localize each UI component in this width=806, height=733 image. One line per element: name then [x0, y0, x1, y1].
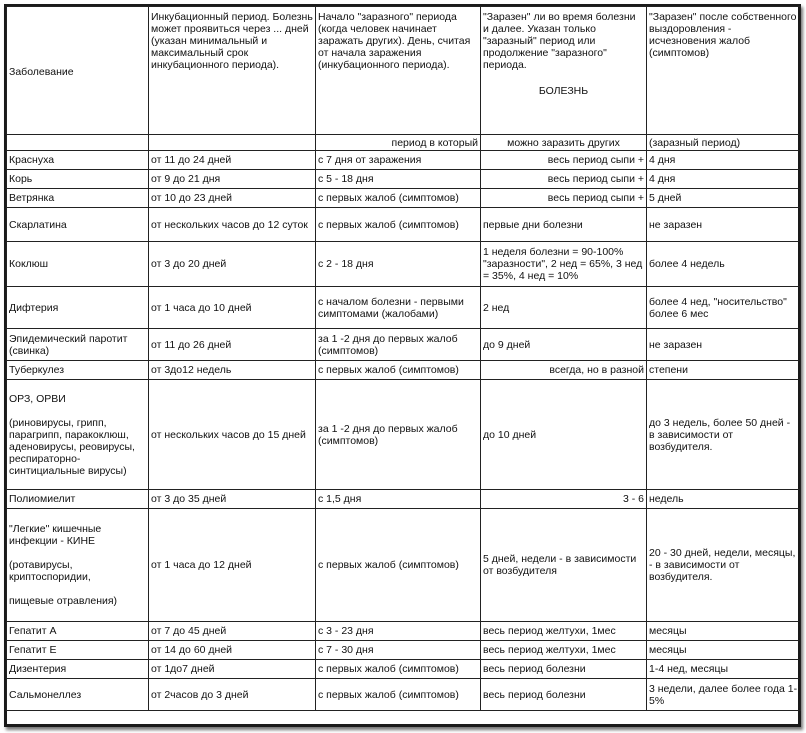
cell-disease: Гепатит Е: [7, 641, 149, 660]
subheader-period: период в который: [316, 135, 481, 151]
cell-incubation: от нескольких часов до 12 суток: [149, 208, 316, 242]
subheader-contagious: (заразный период): [647, 135, 801, 151]
cell-onset: с 7 дня от заражения: [316, 151, 481, 170]
cell-after: степени: [647, 361, 801, 380]
cell-disease: Сальмонеллез: [7, 679, 149, 711]
table-row: [7, 170, 801, 189]
cell-onset: с 3 - 23 дня: [316, 622, 481, 641]
cell-during: весь период сыпи +: [481, 189, 647, 208]
table-row: [7, 380, 801, 490]
table-row: [7, 679, 801, 711]
cell-onset: с началом болезни - первыми симптомами (жалобами): [316, 287, 481, 329]
cell-after: месяцы: [647, 622, 801, 641]
cell-after: не заразен: [647, 329, 801, 361]
cell-after: 4 дня: [647, 170, 801, 189]
cell-after: 1-4 нед, месяцы: [647, 660, 801, 679]
subheader-row: [7, 135, 801, 151]
cell-incubation: от 1до7 дней: [149, 660, 316, 679]
header-onset: Начало "заразного" периода (когда человек начинает заражать других). День, считая от начала заражения (инкубационного периода).: [316, 7, 481, 135]
table-row: [7, 622, 801, 641]
cell-after: 5 дней: [647, 189, 801, 208]
cell-disease: "Легкие" кишечные инфекции - КИНЕ (ротавирусы, криптоспоридии, пищевые отравления): [7, 509, 149, 622]
cell-during: весь период болезни: [481, 660, 647, 679]
subheader-infect: можно заразить других: [481, 135, 647, 151]
cell-incubation: от 1 часа до 10 дней: [149, 287, 316, 329]
subheader-empty-1: [7, 135, 149, 151]
cell-disease: Скарлатина: [7, 208, 149, 242]
cell-after: 4 дня: [647, 151, 801, 170]
infection-table: [6, 6, 801, 711]
cell-during: весь период болезни: [481, 679, 647, 711]
cell-during: до 10 дней: [481, 380, 647, 490]
subheader-empty-2: [149, 135, 316, 151]
cell-during: всегда, но в разной: [481, 361, 647, 380]
table-row: [7, 361, 801, 380]
cell-disease: ОРЗ, ОРВИ (риновирусы, грипп, парагрипп, паракоклюш, аденовирусы, реовирусы, респираторно-синтициальные вирусы): [7, 380, 149, 490]
cell-disease: Туберкулез: [7, 361, 149, 380]
cell-during: 1 неделя болезни = 90-100% "заразности", 2 нед = 65%, 3 нед = 35%, 4 нед = 10%: [481, 242, 647, 287]
cell-incubation: от 14 до 60 дней: [149, 641, 316, 660]
table-row: [7, 641, 801, 660]
header-disease: Заболевание: [7, 7, 149, 135]
cell-onset: за 1 -2 дня до первых жалоб (симптомов): [316, 329, 481, 361]
cell-disease: Ветрянка: [7, 189, 149, 208]
cell-during: весь период сыпи +: [481, 151, 647, 170]
cell-after: до 3 недель, более 50 дней - в зависимости от возбудителя.: [647, 380, 801, 490]
cell-incubation: от 3 до 35 дней: [149, 490, 316, 509]
cell-after: более 4 нед, "носительство" более 6 мес: [647, 287, 801, 329]
cell-disease: Эпидемический паротит (свинка): [7, 329, 149, 361]
cell-onset: с первых жалоб (симптомов): [316, 189, 481, 208]
cell-during: до 9 дней: [481, 329, 647, 361]
header-during-text: "Заразен" ли во время болезни и далее. Указан только "заразный" период или продолжение "заразного" периода.: [483, 11, 636, 71]
table-row: [7, 509, 801, 622]
cell-incubation: от 1 часа до 12 дней: [149, 509, 316, 622]
cell-disease: Корь: [7, 170, 149, 189]
cell-incubation: от 3 до 20 дней: [149, 242, 316, 287]
cell-during: весь период сыпи +: [481, 170, 647, 189]
cell-after: месяцы: [647, 641, 801, 660]
cell-incubation: от нескольких часов до 15 дней: [149, 380, 316, 490]
cell-onset: с 2 - 18 дня: [316, 242, 481, 287]
cell-onset: с 1,5 дня: [316, 490, 481, 509]
cell-incubation: от 11 до 24 дней: [149, 151, 316, 170]
table-row: [7, 151, 801, 170]
table-row: [7, 287, 801, 329]
header-during: [481, 7, 647, 135]
cell-disease: Дизентерия: [7, 660, 149, 679]
cell-after: не заразен: [647, 208, 801, 242]
cell-incubation: от 2часов до 3 дней: [149, 679, 316, 711]
cell-during: первые дни болезни: [481, 208, 647, 242]
cell-after: более 4 недель: [647, 242, 801, 287]
cell-incubation: от 10 до 23 дней: [149, 189, 316, 208]
header-incubation: Инкубационный период. Болезнь может проявиться через ... дней (указан минимальный и максимальный срок инкубационного периода).: [149, 7, 316, 135]
table-row: [7, 660, 801, 679]
table-row: [7, 189, 801, 208]
cell-during: весь период желтухи, 1мес: [481, 641, 647, 660]
cell-onset: с первых жалоб (симптомов): [316, 679, 481, 711]
cell-onset: с 5 - 18 дня: [316, 170, 481, 189]
cell-incubation: от 3до12 недель: [149, 361, 316, 380]
cell-onset: с первых жалоб (симптомов): [316, 509, 481, 622]
header-during-sub: БОЛЕЗНЬ: [538, 85, 589, 97]
cell-disease: Полиомиелит: [7, 490, 149, 509]
table-row: [7, 329, 801, 361]
cell-disease: Коклюш: [7, 242, 149, 287]
cell-during: 5 дней, недели - в зависимости от возбудителя: [481, 509, 647, 622]
cell-during: весь период желтухи, 1мес: [481, 622, 647, 641]
table-row: [7, 490, 801, 509]
cell-onset: за 1 -2 дня до первых жалоб (симптомов): [316, 380, 481, 490]
header-after: "Заразен" после собственного выздоровления - исчезновения жалоб (симптомов): [647, 7, 801, 135]
cell-after: недель: [647, 490, 801, 509]
table-body: [7, 151, 801, 711]
cell-onset: с 7 - 30 дня: [316, 641, 481, 660]
header-row: [7, 7, 801, 135]
table-row: [7, 242, 801, 287]
cell-disease: Дифтерия: [7, 287, 149, 329]
cell-after: 3 недели, далее более года 1-5%: [647, 679, 801, 711]
cell-incubation: от 11 до 26 дней: [149, 329, 316, 361]
cell-onset: с первых жалоб (симптомов): [316, 660, 481, 679]
cell-disease: Краснуха: [7, 151, 149, 170]
cell-incubation: от 7 до 45 дней: [149, 622, 316, 641]
cell-onset: с первых жалоб (симптомов): [316, 208, 481, 242]
cell-onset: с первых жалоб (симптомов): [316, 361, 481, 380]
cell-after: 20 - 30 дней, недели, месяцы, - в зависимости от возбудителя.: [647, 509, 801, 622]
cell-during: 2 нед: [481, 287, 647, 329]
table-row: [7, 208, 801, 242]
cell-incubation: от 9 до 21 дня: [149, 170, 316, 189]
cell-during: 3 - 6: [481, 490, 647, 509]
cell-disease: Гепатит А: [7, 622, 149, 641]
